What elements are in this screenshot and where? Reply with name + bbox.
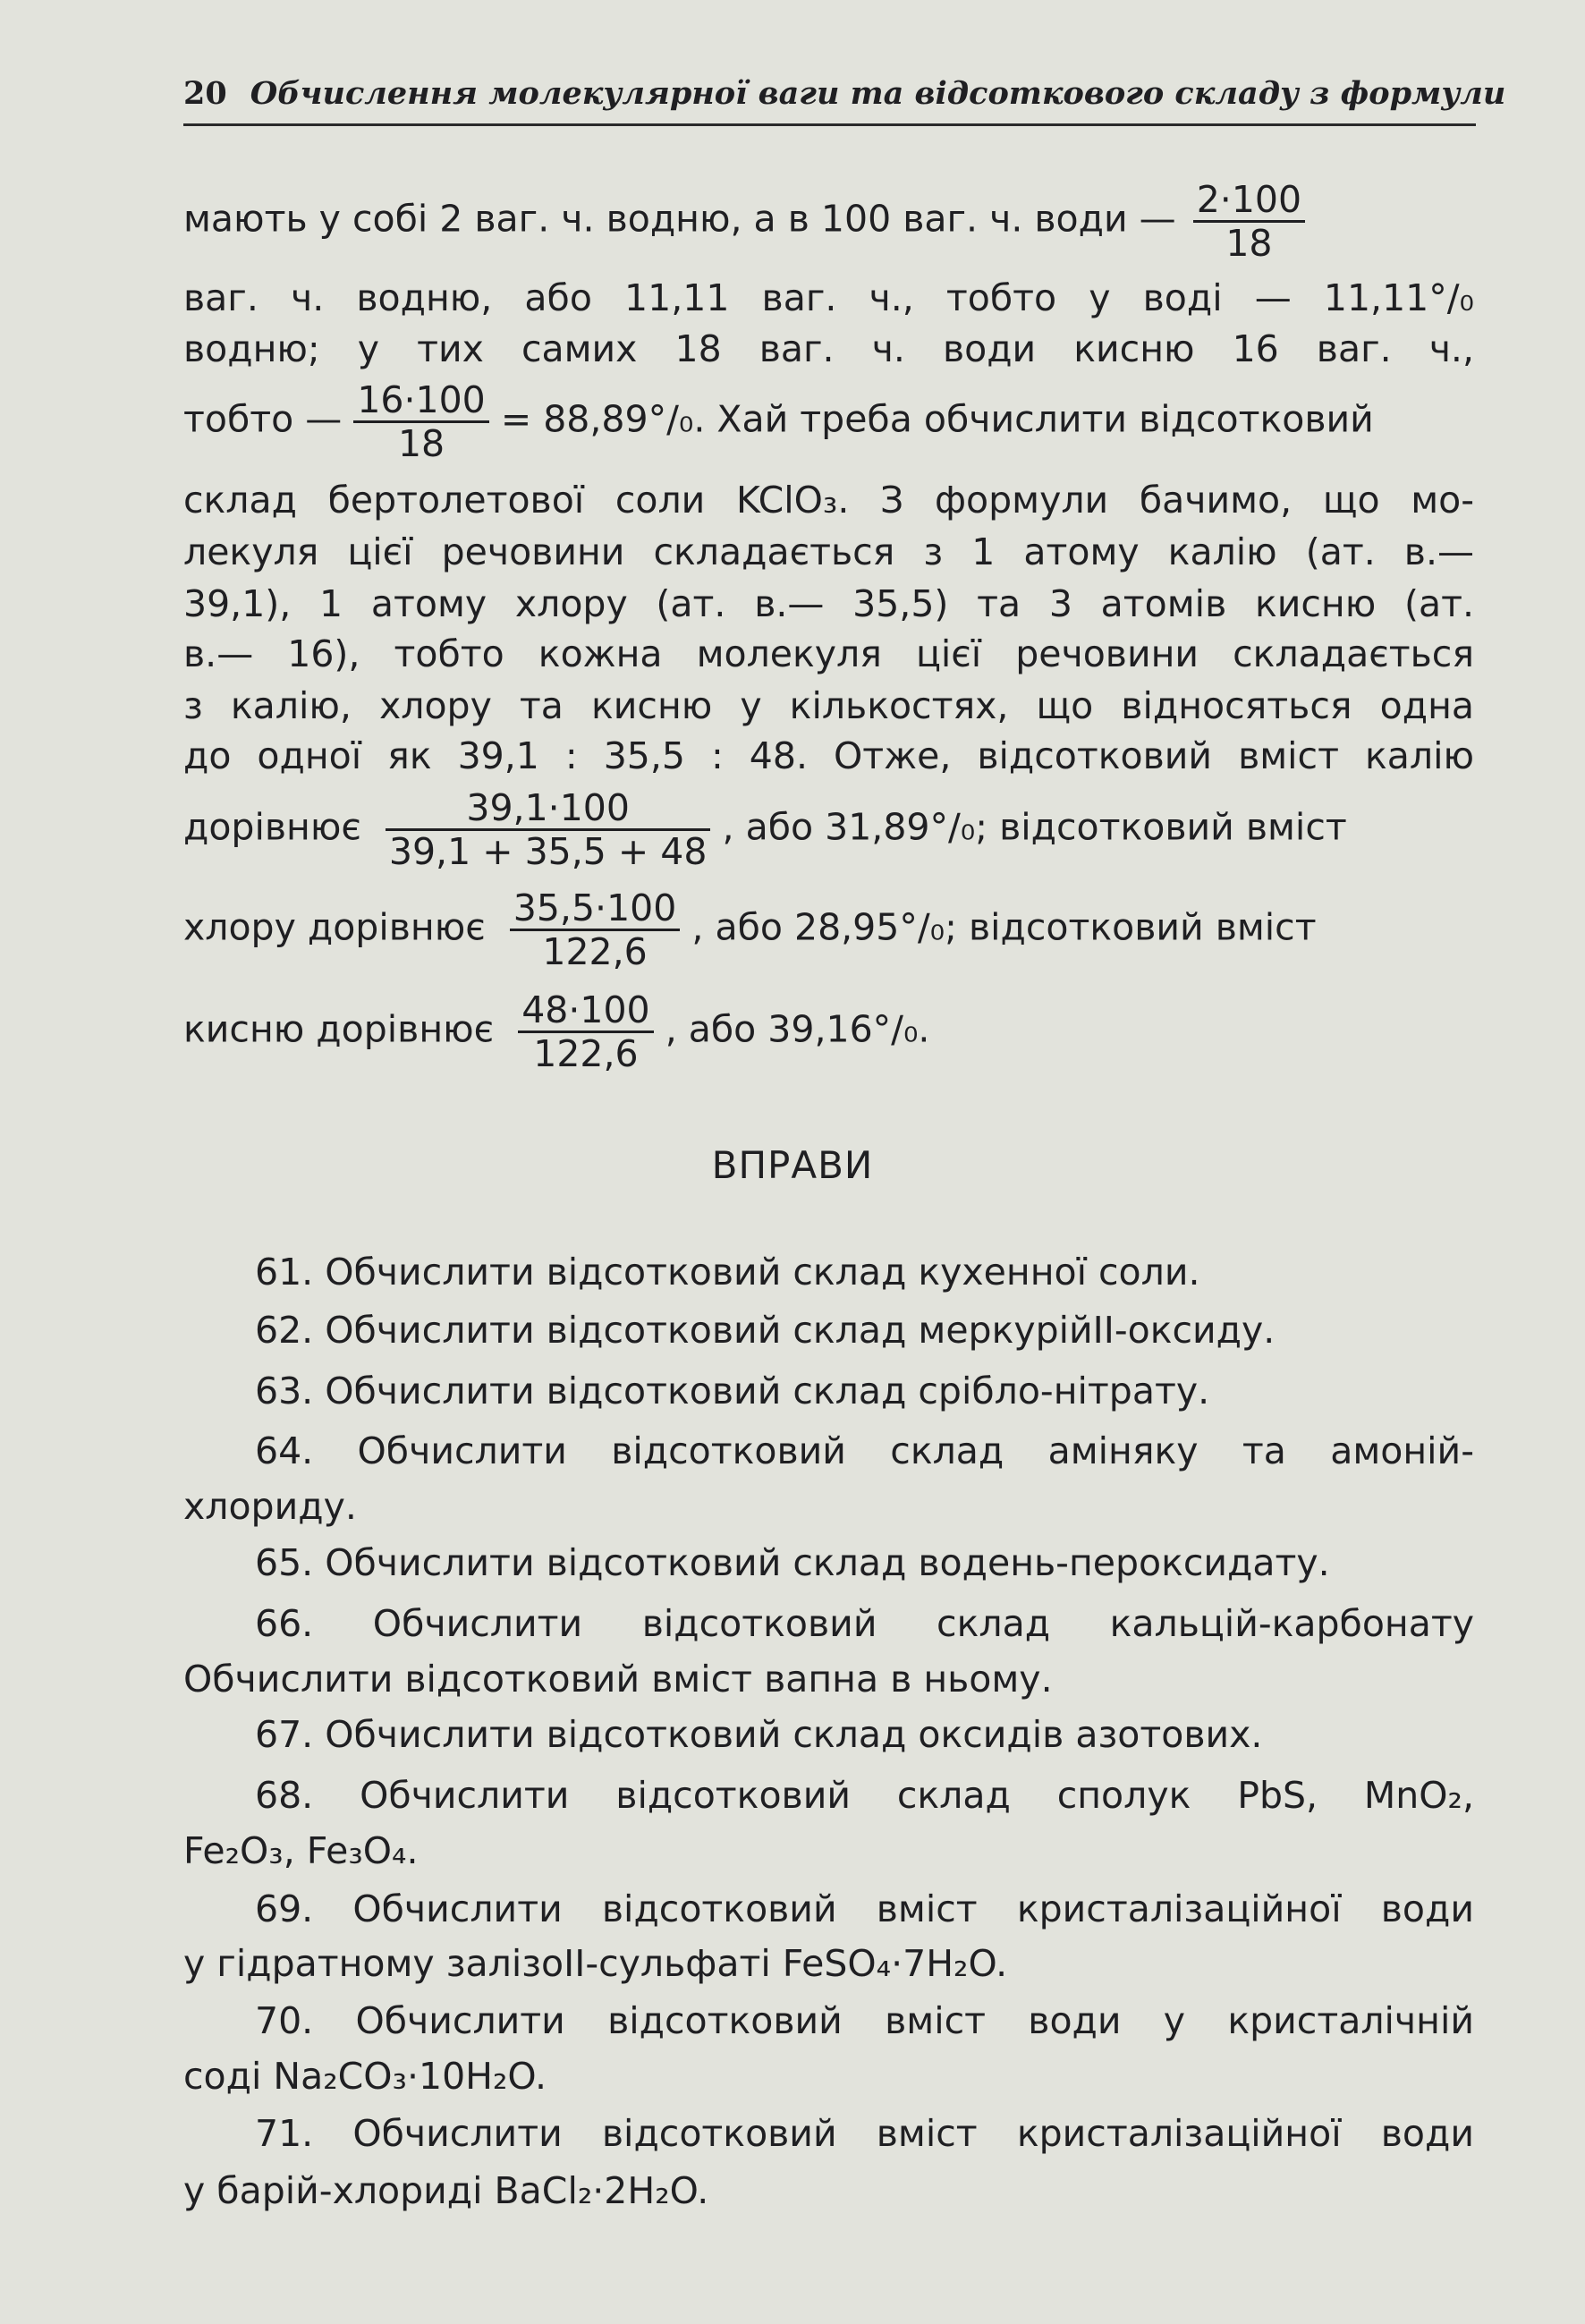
paragraph-line: лекуля цієї речовини складається з 1 атому калію (ат. в.—: [183, 530, 1474, 573]
exercise-item-continuation: Fe₂O₃, Fe₃O₄.: [183, 1829, 419, 1872]
paragraph-line: [183, 379, 1374, 464]
page-number: 20: [183, 75, 227, 112]
fraction-denominator: 18: [1193, 220, 1305, 264]
exercise-item: 63. Обчислити відсотковий склад срібло-нітрату.: [255, 1370, 1210, 1412]
exercise-item: 70. Обчислити відсотковий вміст води у кристалічній: [255, 1999, 1474, 2042]
exercise-item: 71. Обчислити відсотковий вміст кристалізаційної води: [255, 2112, 1474, 2155]
paragraph-line: [183, 887, 1317, 972]
text-span: , або 31,89°/₀; відсотковий вміст: [722, 805, 1347, 849]
exercise-item: 65. Обчислити відсотковий склад водень-пероксидату.: [255, 1541, 1330, 1584]
fraction-denominator: 122,6: [510, 929, 681, 972]
paragraph-line: [183, 179, 1305, 264]
exercise-item: 64. Обчислити відсотковий склад аміняку та амоній-: [255, 1429, 1474, 1472]
fraction-denominator: 39,1 + 35,5 + 48: [386, 828, 711, 872]
exercise-item: 61. Обчислити відсотковий склад кухенної соли.: [255, 1251, 1200, 1293]
fraction-numerator: 2·100: [1196, 178, 1302, 221]
exercise-item: 67. Обчислити відсотковий склад оксидів азотових.: [255, 1713, 1263, 1756]
paragraph-line: 39,1), 1 атому хлору (ат. в.— 35,5) та 3 атомів кисню (ат.: [183, 582, 1474, 625]
exercise-item: 66. Обчислити відсотковий склад кальцій-карбонату: [255, 1602, 1474, 1645]
fraction-denominator: 122,6: [518, 1031, 653, 1074]
text-span: мають у собі 2 ваг. ч. водню, а в 100 ваг. ч. води —: [183, 197, 1176, 241]
fraction: [353, 379, 488, 464]
text-span: хлору дорівнює: [183, 905, 486, 949]
exercise-item: 68. Обчислити відсотковий склад сполук PbS, MnO₂,: [255, 1774, 1474, 1817]
paragraph-line: ваг. ч. водню, або 11,11 ваг. ч., тобто у воді — 11,11°/₀: [183, 276, 1474, 319]
exercise-item: 69. Обчислити відсотковий вміст кристалізаційної води: [255, 1887, 1474, 1930]
paragraph-line: склад бертолетової соли KClO₃. З формули бачимо, що мо-: [183, 479, 1474, 522]
text-span: = 88,89°/₀. Хай треба обчислити відсотковий: [500, 397, 1374, 441]
fraction-numerator: 35,5·100: [513, 886, 677, 929]
fraction-numerator: 16·100: [357, 378, 486, 421]
paragraph-line: [183, 787, 1347, 872]
text-span: кисню дорівнює: [183, 1007, 495, 1051]
text-span: , або 39,16°/₀.: [665, 1007, 930, 1051]
exercise-item-continuation: у гідратному залізоII-сульфаті FeSO₄·7H₂O.: [183, 1942, 1008, 1985]
fraction: [518, 989, 653, 1074]
fraction: [510, 887, 681, 972]
exercise-item: 62. Обчислити відсотковий склад меркурійII-оксиду.: [255, 1309, 1276, 1352]
text-span: тобто —: [183, 397, 343, 441]
exercise-item-continuation: у барій-хлориді BaCl₂·2H₂O.: [183, 2169, 709, 2212]
exercise-item-continuation: соді Na₂CO₃·10H₂O.: [183, 2055, 547, 2098]
text-span: дорівнює: [183, 805, 361, 849]
exercise-item-continuation: хлориду.: [183, 1485, 357, 1528]
running-header: [183, 64, 1506, 126]
paragraph-line: з калію, хлору та кисню у кількостях, що відносяться одна: [183, 684, 1474, 727]
paragraph-line: [183, 989, 929, 1074]
fraction-numerator: 48·100: [521, 988, 650, 1031]
fraction: [1193, 179, 1305, 264]
fraction-numerator: 39,1·100: [466, 786, 630, 829]
text-span: , або 28,95°/₀; відсотковий вміст: [691, 905, 1317, 949]
paragraph-line: до одної як 39,1 : 35,5 : 48. Отже, відсотковий вміст калію: [183, 734, 1474, 777]
exercise-item-continuation: Обчислити відсотковий вміст вапна в ньому.: [183, 1658, 1053, 1701]
section-title: ВПРАВИ: [711, 1143, 874, 1187]
paragraph-line: в.— 16), тобто кожна молекуля цієї речовини складається: [183, 632, 1474, 675]
paragraph-line: водню; у тих самих 18 ваг. ч. води кисню 16 ваг. ч.,: [183, 327, 1474, 370]
running-title: Обчислення молекулярної ваги та відсоткового складу з формули: [250, 75, 1506, 112]
fraction-denominator: 18: [353, 420, 488, 464]
fraction: [386, 787, 711, 872]
